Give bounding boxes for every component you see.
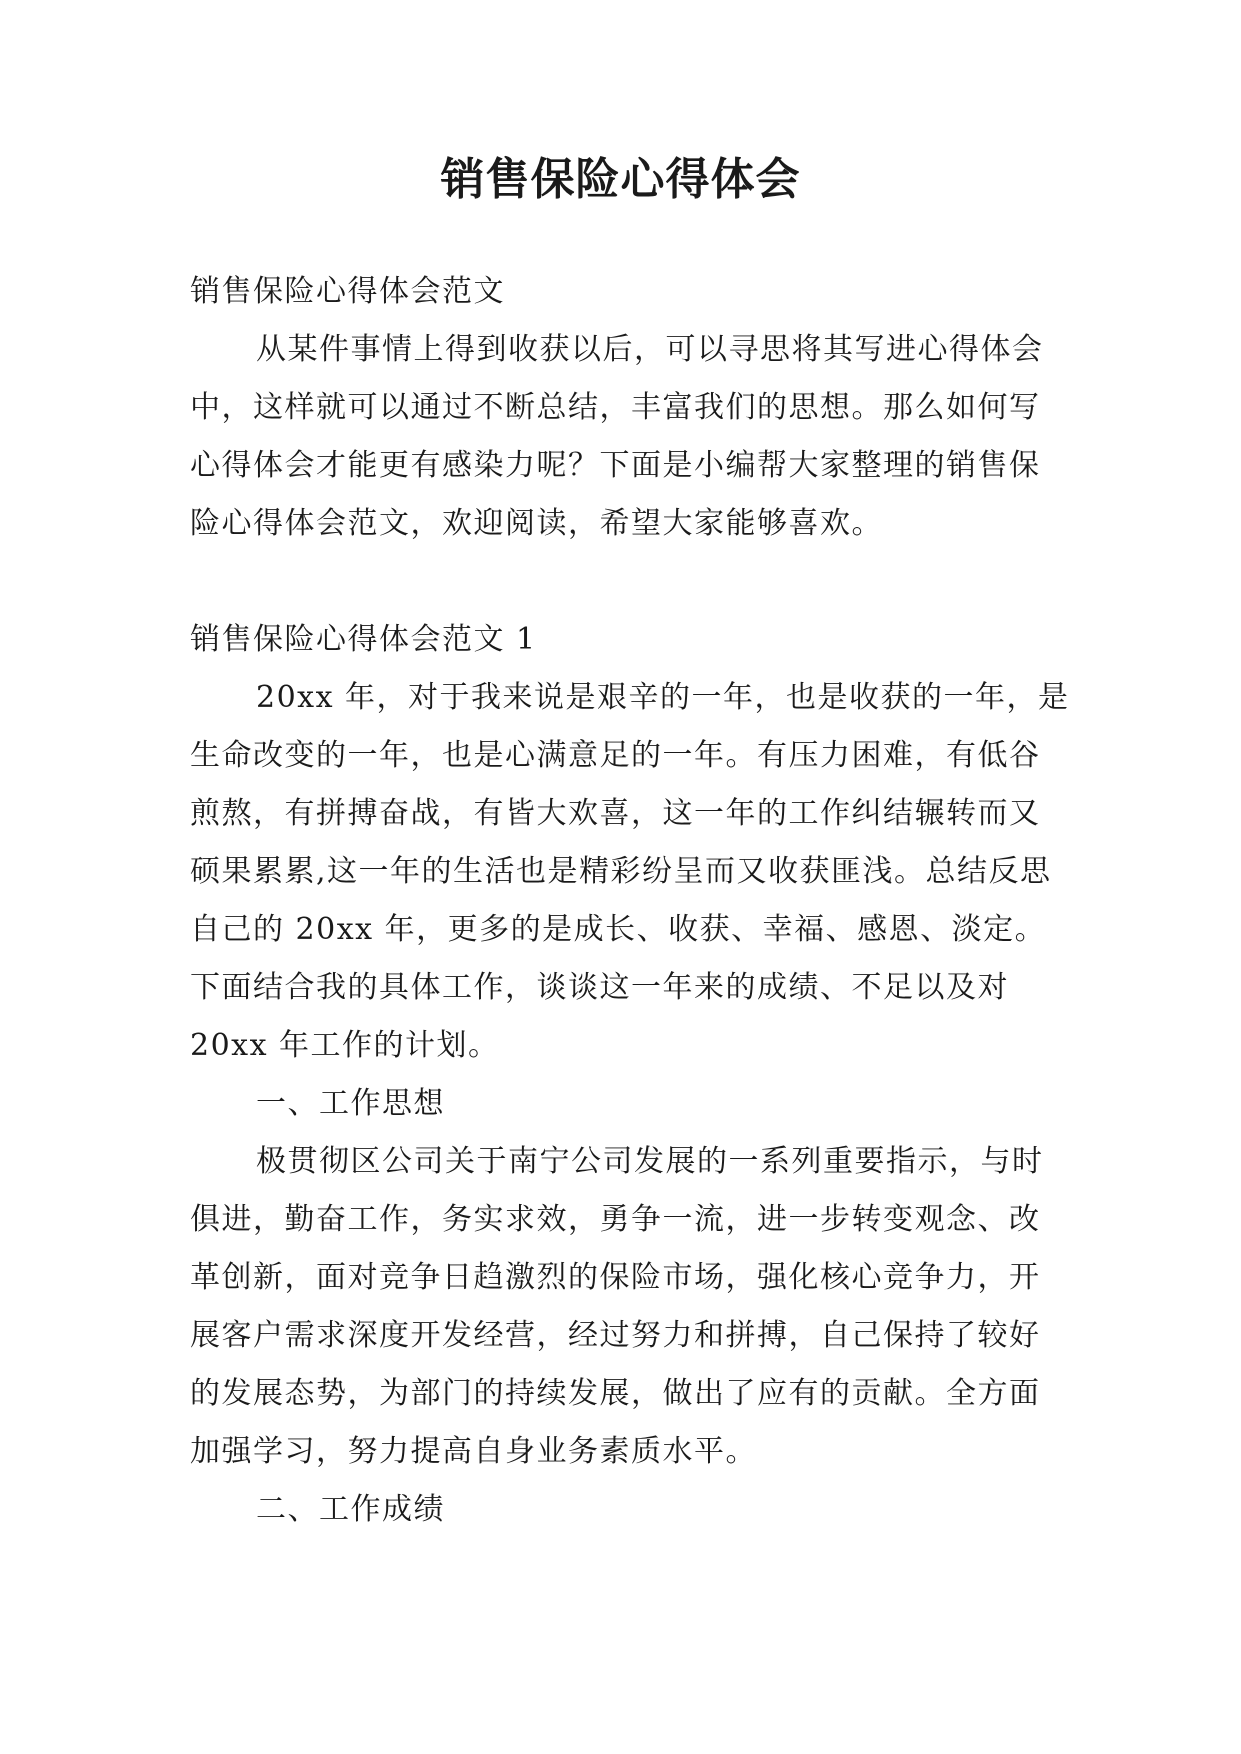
subparagraph-work-thought: 极贯彻区公司关于南宁公司发展的一系列重要指示，与时俱进，勤奋工作，务实求效，勇争一流，进一步转变观念、改革创新，面对竞争日趋激烈的保险市场，强化核心竞争力，开展客户需求深度开发经营，经过努力和拼搏，自己保持了较好的发展态势，为部门的持续发展，做出了应有的贡献。全方面加强学习，努力提高自身业务素质水平。 — [190, 1144, 1044, 1469]
document-title: 销售保险心得体会 — [440, 154, 801, 205]
section-heading: 销售保险心得体会范文 1 — [190, 622, 537, 657]
subheading-work-results: 二、工作成绩 — [256, 1492, 445, 1527]
intro-paragraph: 从某件事情上得到收获以后，可以寻思将其写进心得体会中，这样就可以通过不断总结，丰富我们的思想。那么如何写心得体会才能更有感染力呢？下面是小编帮大家整理的销售保险心得体会范文，欢迎阅读，希望大家能够喜欢。 — [190, 332, 1044, 541]
document-body — [190, 263, 1070, 1539]
subheading-work-thought: 一、工作思想 — [256, 1086, 445, 1121]
intro-heading: 销售保险心得体会范文 — [190, 274, 505, 309]
section-paragraph: 20xx 年，对于我来说是艰辛的一年，也是收获的一年，是生命改变的一年，也是心满意足的一年。有压力困难，有低谷煎熬，有拼搏奋战，有皆大欢喜，这一年的工作纠结辗转而又硕果累累,这一年的生活也是精彩纷呈而又收获匪浅。总结反思自己的 20xx 年，更多的是成长、收获、幸福、感恩、淡定。下面结合我的具体工作，谈谈这一年来的成绩、不足以及对 20xx 年工作的计划。 — [190, 680, 1070, 1063]
